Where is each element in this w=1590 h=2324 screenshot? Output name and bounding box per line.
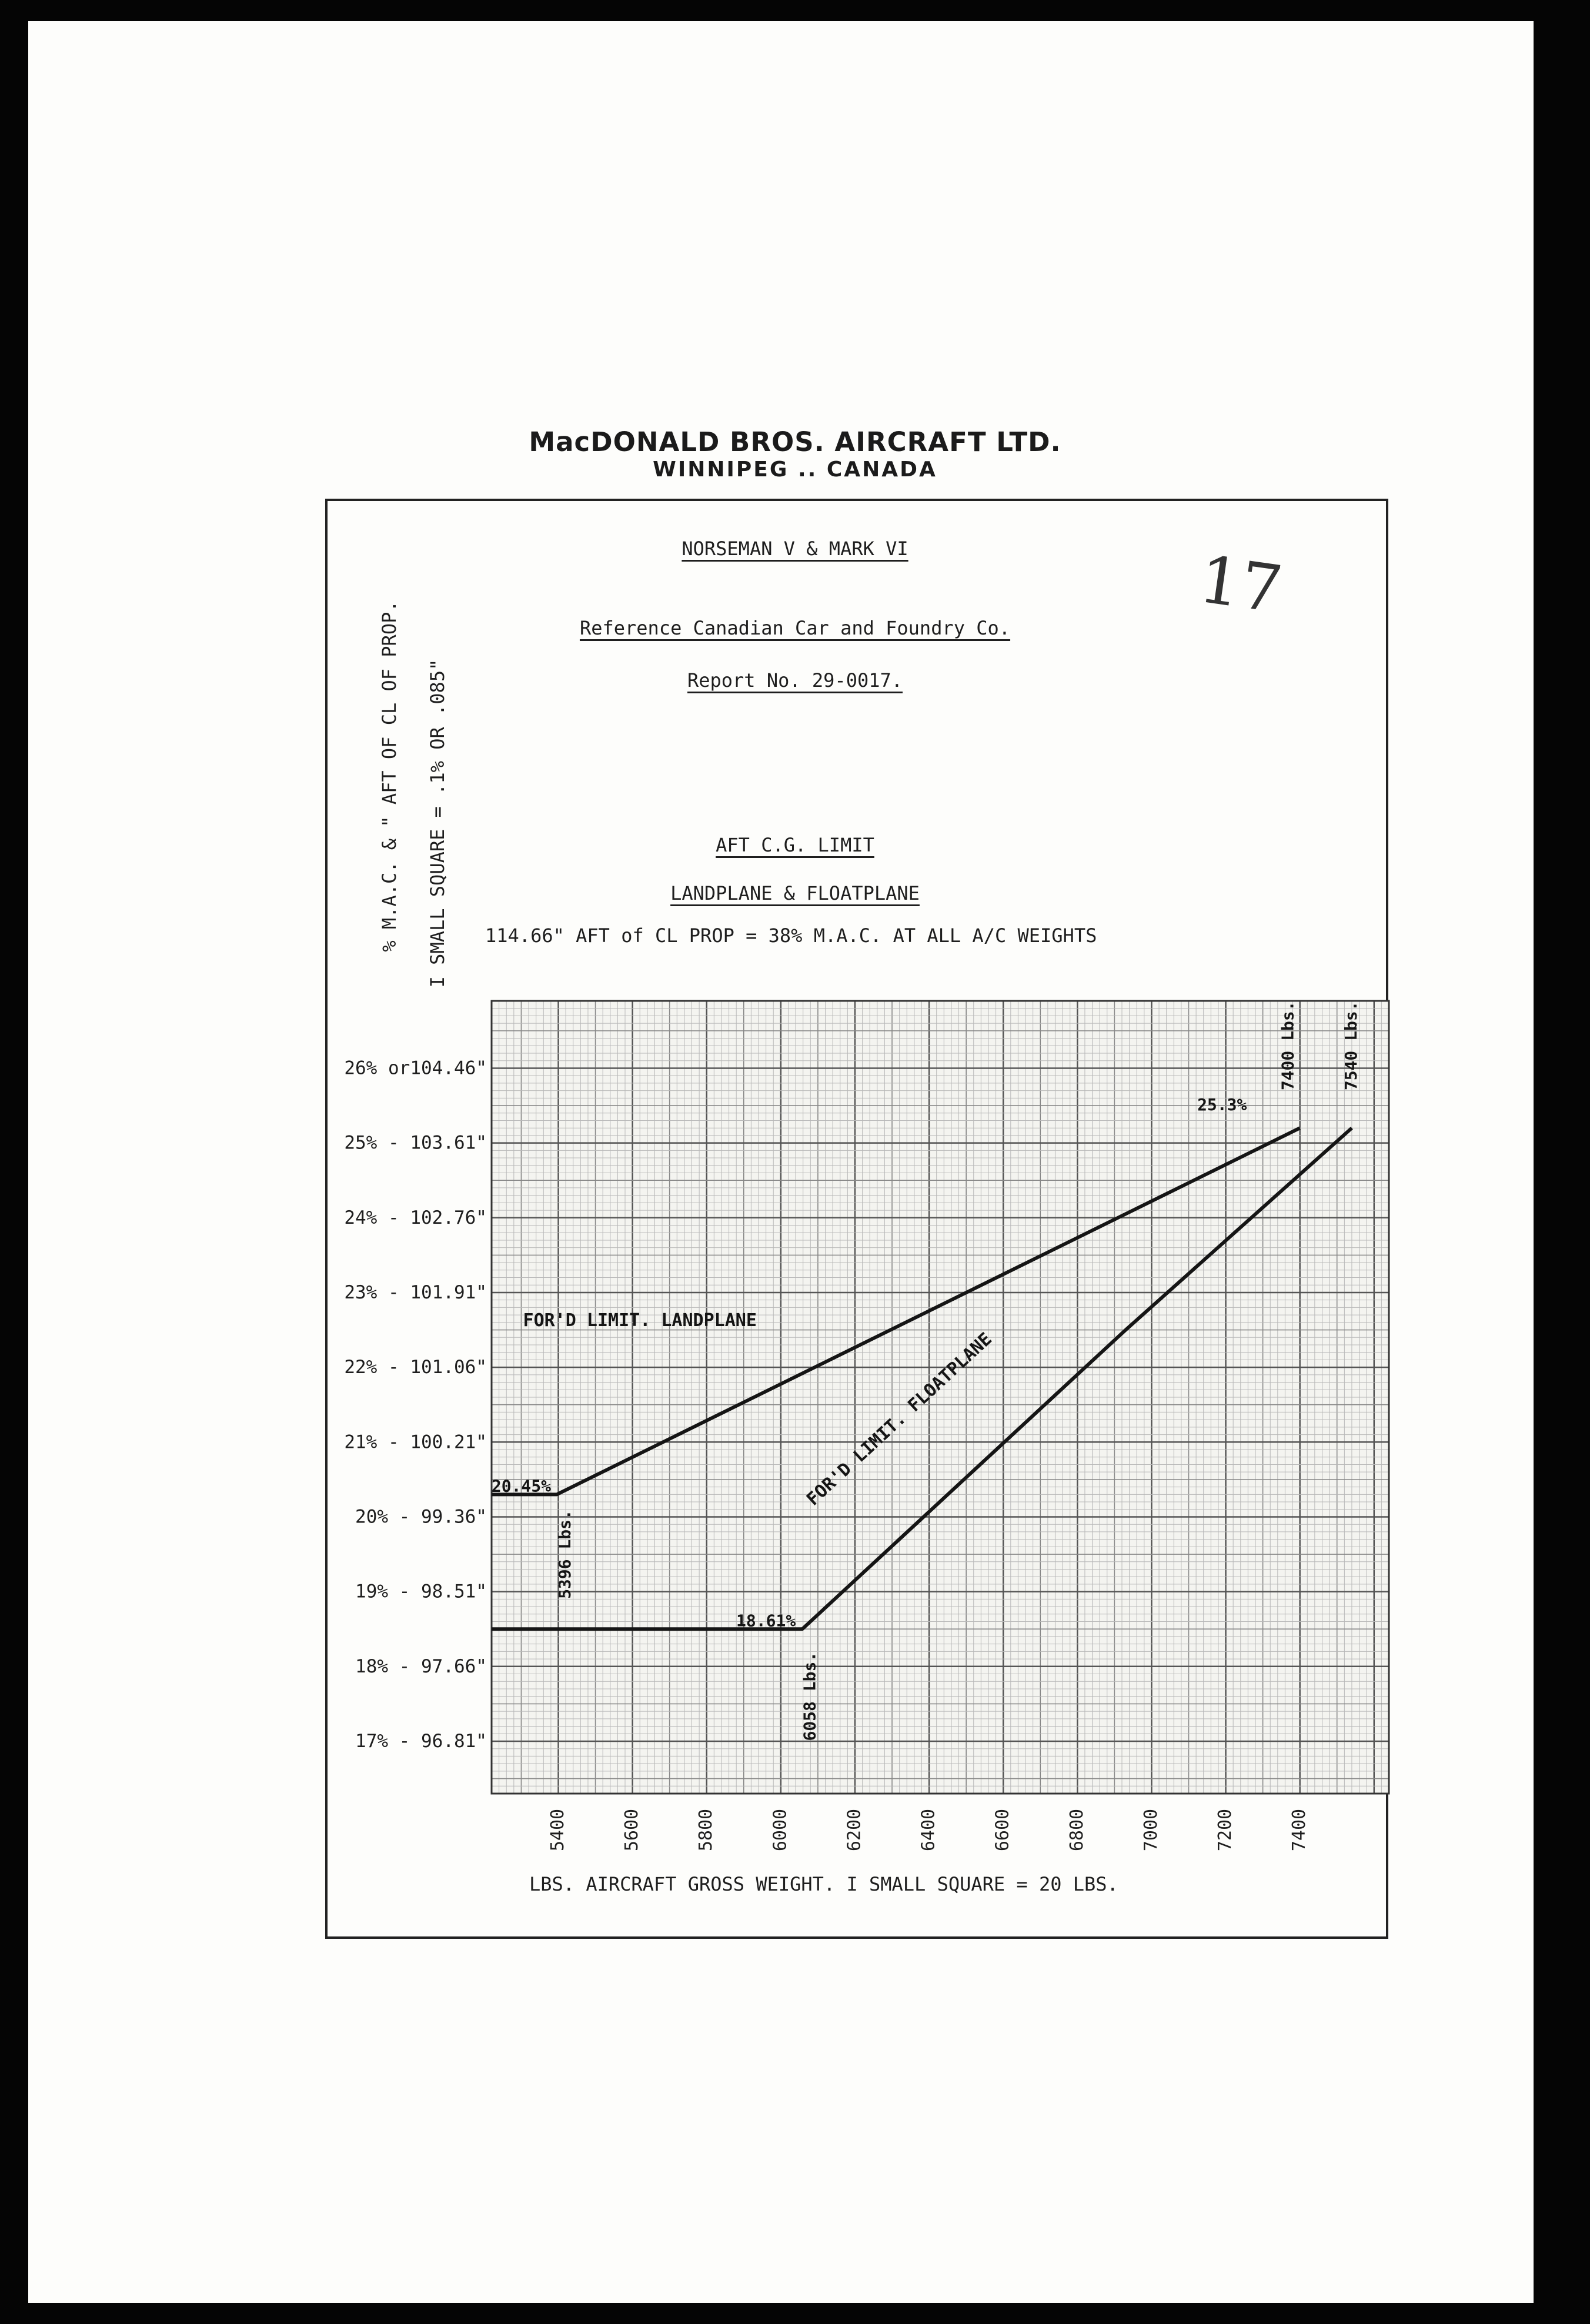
chart-title: AFT C.G. LIMIT [716,834,874,856]
y-tick-label: 20% - 99.36" [355,1506,487,1528]
x-axis-label: LBS. AIRCRAFT GROSS WEIGHT. I SMALL SQUARE = 20 LBS. [529,1873,1118,1895]
handwritten-page-number: 17 [1194,541,1287,628]
y-tick-label: 26% or104.46" [344,1057,487,1079]
x-tick-labels [547,1809,1310,1851]
x-tick-label: 5600 [622,1808,643,1852]
y-tick-label: 23% - 101.91" [344,1281,487,1303]
annotation-label: 7540 Lbs. [1341,1001,1361,1091]
y-tick-label: 25% - 103.61" [344,1132,487,1154]
company-name: MacDONALD BROS. AIRCRAFT LTD. [529,426,1061,458]
chart-subtitle: LANDPLANE & FLOATPLANE [670,882,920,904]
chart-note: 114.66" AFT of CL PROP = 38% M.A.C. AT ALL A/C WEIGHTS [485,924,1097,947]
model-heading: NORSEMAN V & MARK VI [682,537,908,560]
annotation-label: 7400 Lbs. [1278,1001,1298,1091]
annotation-label: 18.61% [736,1611,796,1631]
series-label: FOR'D LIMIT. LANDPLANE [523,1310,757,1331]
company-city: WINNIPEG .. CANADA [653,458,937,482]
y-tick-label: 21% - 100.21" [344,1431,487,1453]
y-tick-label: 19% - 98.51" [355,1581,487,1602]
x-tick-label: 5400 [547,1808,569,1852]
y-tick-label: 24% - 102.76" [344,1207,487,1228]
x-tick-label: 7200 [1215,1808,1236,1852]
y-tick-labels [344,1057,487,1752]
x-tick-label: 6800 [1066,1808,1087,1852]
x-tick-label: 5800 [696,1808,717,1852]
y-tick-label: 18% - 97.66" [355,1655,487,1677]
series-label: FOR'D LIMIT. FLOATPLANE [803,1328,996,1510]
graph-paper-grid [492,1001,1389,1794]
reference-line: Reference Canadian Car and Foundry Co. [579,617,1011,639]
annotation-label: 6058 Lbs. [800,1651,820,1741]
annotation-label: 5396 Lbs. [555,1510,575,1599]
y-tick-label: 22% - 101.06" [344,1357,487,1378]
x-tick-label: 6600 [992,1808,1013,1852]
x-tick-label: 6200 [844,1808,865,1852]
y-axis-label: % M.A.C. & " AFT OF CL OF PROP. [378,600,400,952]
x-tick-label: 6000 [770,1808,791,1852]
x-tick-label: 7400 [1289,1808,1310,1852]
x-tick-label: 6400 [918,1808,939,1852]
report-number: Report No. 29-0017. [687,669,903,692]
y-axis-scale-note: I SMALL SQUARE = .1% OR .085" [426,659,449,988]
annotation-label: 20.45% [491,1476,552,1496]
x-tick-label: 7000 [1140,1808,1161,1852]
y-tick-label: 17% - 96.81" [355,1730,487,1752]
annotation-label: 25.3% [1197,1095,1247,1115]
